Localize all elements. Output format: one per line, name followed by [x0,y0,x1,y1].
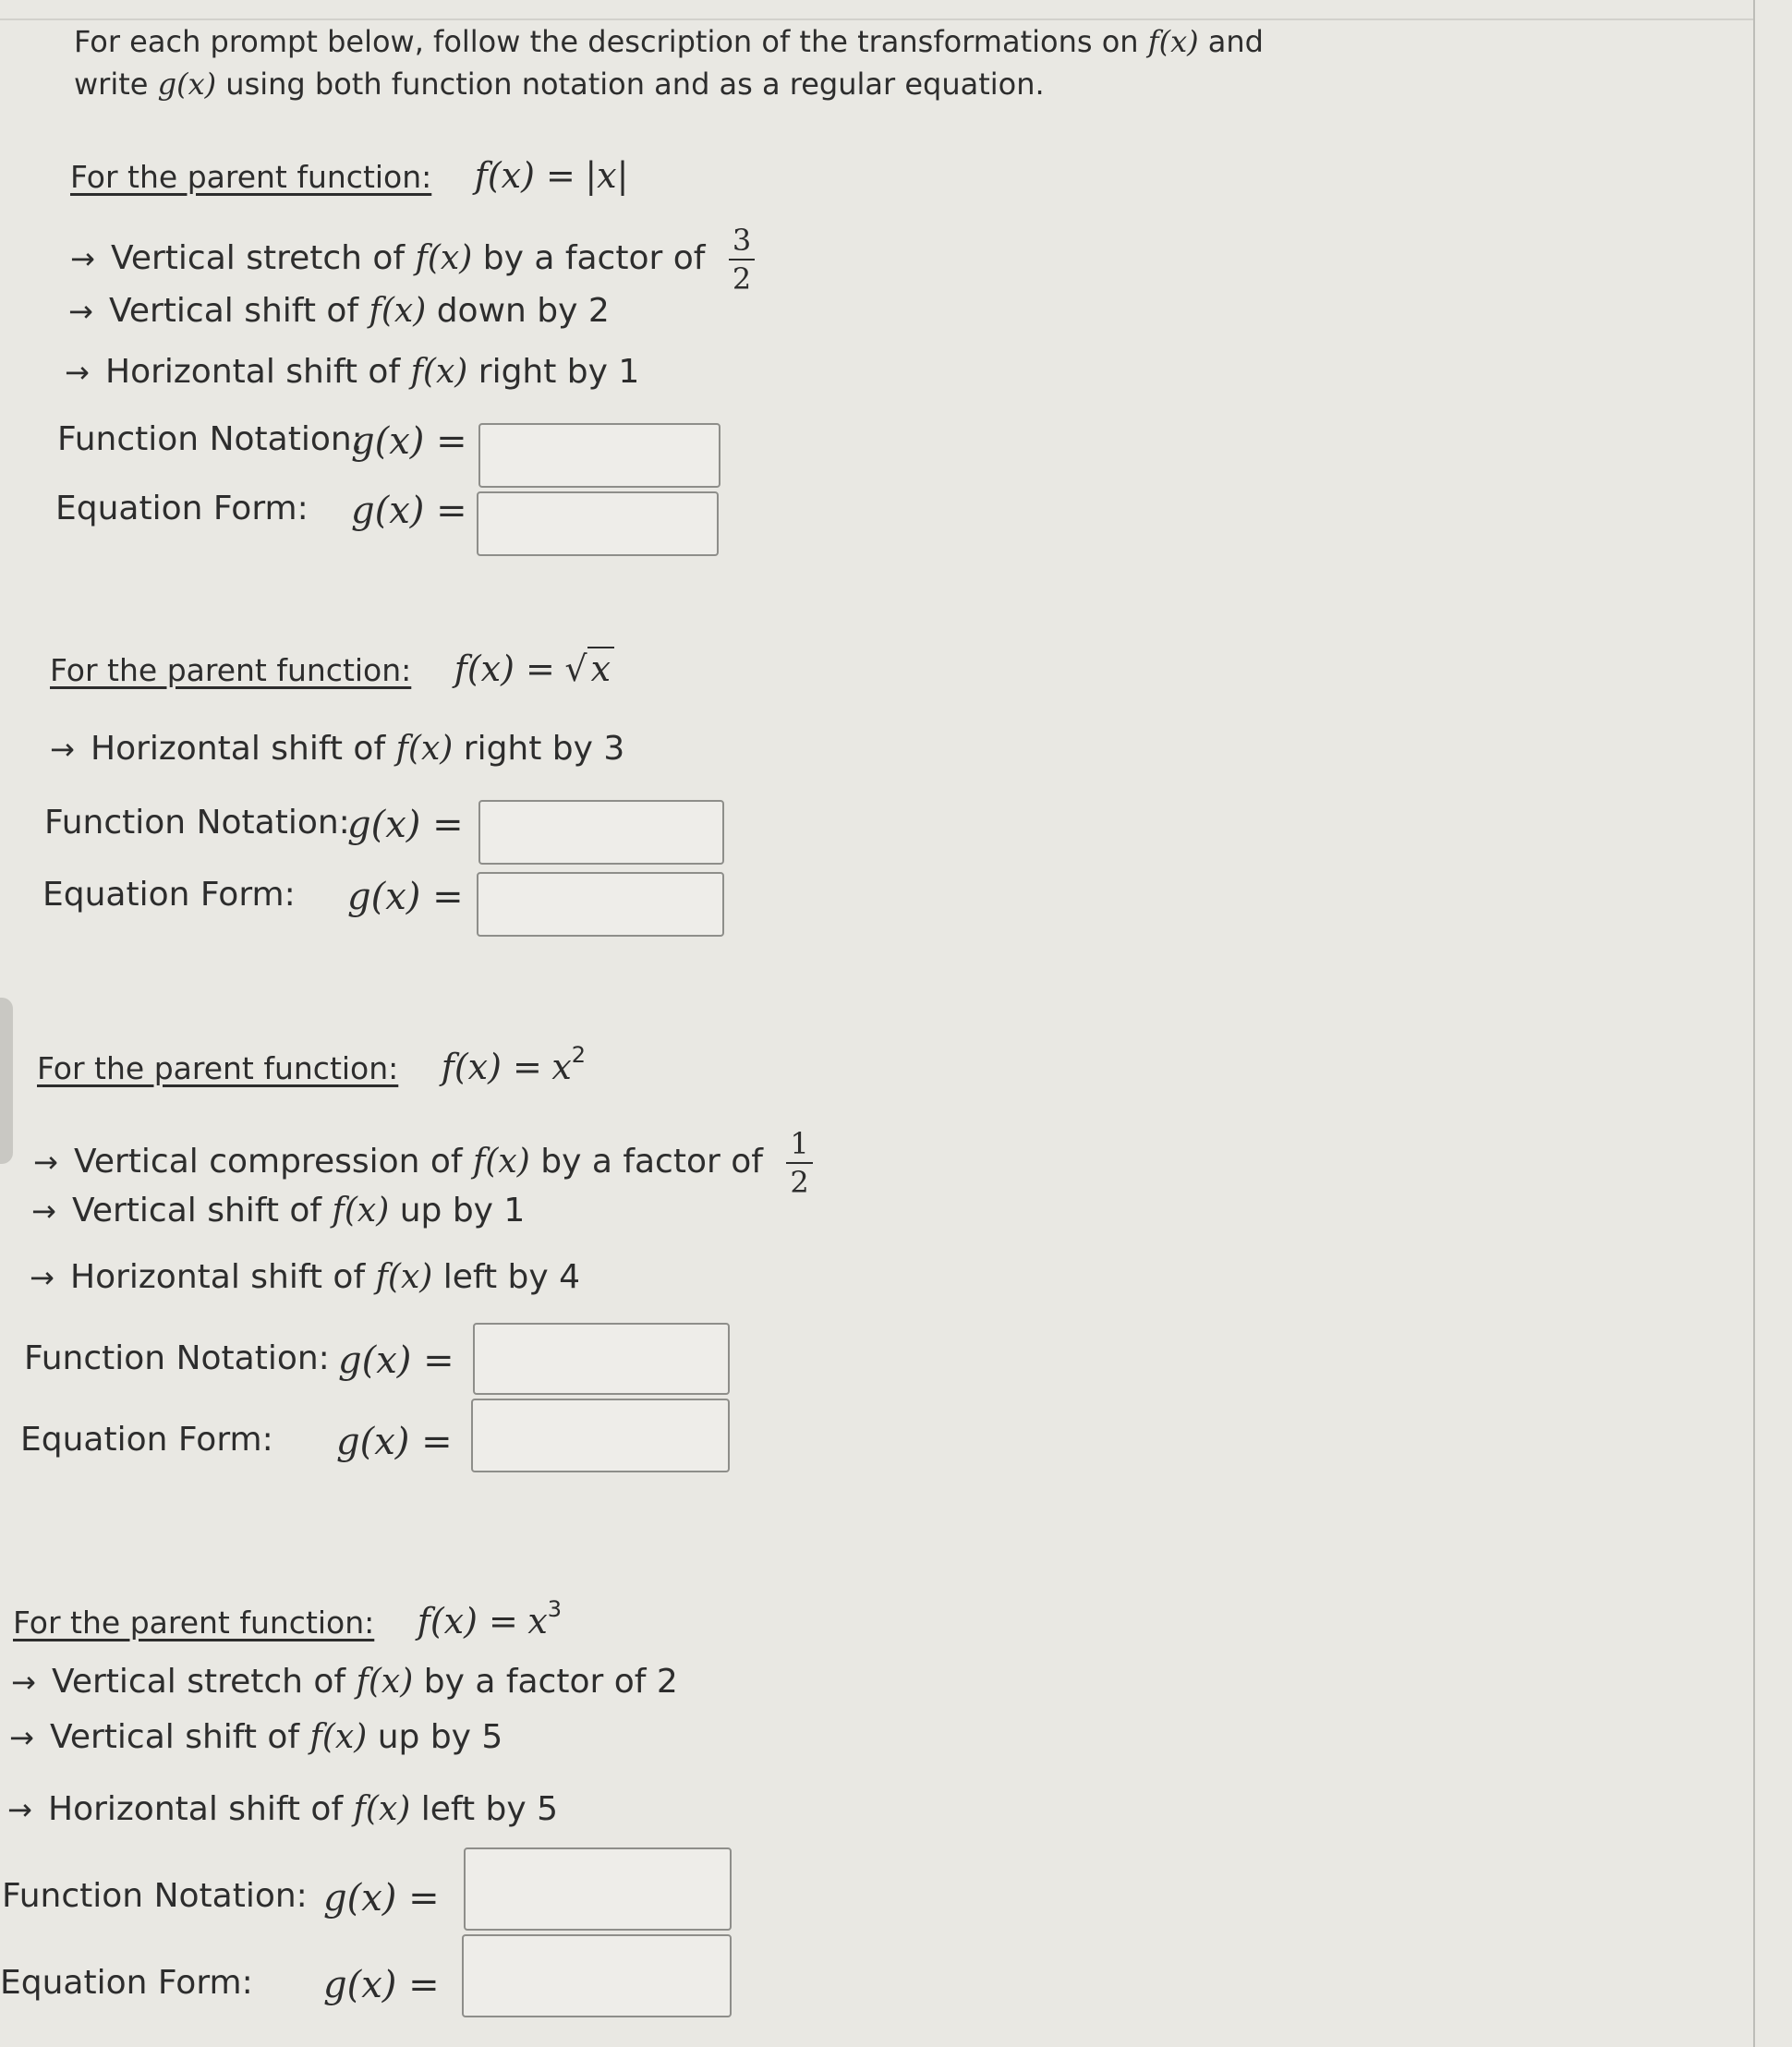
transform-item [65,353,639,391]
parent-function-heading [37,1042,586,1087]
instructions-text: For each prompt below, follow the description of the transformations on [74,24,1139,59]
transform-item [50,730,624,768]
sqrt-expression [564,648,614,689]
transform-math: f(x) [415,239,473,277]
equation-form-input[interactable] [462,1934,732,2017]
equation-form-row [42,876,464,918]
function-notation-row [2,1877,440,1920]
fraction-denominator: 2 [790,1165,809,1200]
parent-function-heading [50,648,614,689]
function-notation-input[interactable] [473,1323,730,1395]
parent-heading-label: For the parent function: [70,159,432,195]
function-notation-label: Function Notation: [57,420,363,458]
fraction [786,1125,812,1201]
equation-form-label: Equation Form: [55,490,309,527]
instructions-text: write [74,67,149,102]
fraction-numerator: 3 [729,222,755,260]
transform-item [9,1718,502,1756]
transform-text: right by 3 [463,730,625,768]
arrow-icon: → [9,1720,34,1755]
gx-label: g(x) = [323,1877,440,1920]
transform-math: f(x) [369,292,427,330]
function-notation-label: Function Notation: [24,1339,330,1377]
transform-text: down by 2 [436,292,610,330]
transform-math: f(x) [410,353,468,391]
equation-form-row [55,490,467,532]
transform-item [31,1192,525,1229]
transform-math: f(x) [332,1192,390,1229]
function-notation-input[interactable] [478,800,724,865]
fraction [729,222,755,297]
parent-function-base: x [551,1047,572,1087]
transform-item [70,222,755,297]
transform-text: by a factor of [482,239,706,277]
transform-text: Vertical shift of [50,1718,300,1756]
gx-label: g(x) = [351,490,467,532]
parent-function-heading [13,1596,562,1641]
equation-form-input[interactable] [477,872,724,937]
transform-text: Vertical compression of [74,1143,463,1181]
equation-form-input[interactable] [471,1399,730,1472]
parent-function-exponent: 2 [571,1042,587,1068]
transform-text: Horizontal shift of [70,1258,366,1296]
transform-text: left by 4 [442,1258,581,1296]
transform-item [33,1125,813,1201]
fraction-denominator: 2 [732,261,752,297]
equation-form-label: Equation Form: [0,1964,253,2002]
function-notation-input[interactable] [478,423,720,488]
arrow-icon: → [70,241,95,276]
function-notation-label: Function Notation: [2,1877,308,1915]
transform-text: Vertical shift of [72,1192,322,1229]
parent-function-lhs: f(x) = [441,1047,542,1087]
equation-form-label: Equation Form: [20,1421,273,1459]
transform-item [7,1790,558,1828]
transform-math: f(x) [473,1143,530,1181]
arrow-icon: → [50,732,75,767]
transform-text: Horizontal shift of [91,730,386,768]
function-notation-label: Function Notation: [44,804,350,842]
parent-function-lhs: f(x) = [474,155,575,196]
gx-label: g(x) = [347,876,464,918]
parent-function-exponent: 3 [547,1596,563,1622]
transform-text: Vertical stretch of [111,239,406,277]
arrow-icon: → [11,1665,36,1700]
fraction-numerator: 1 [786,1125,812,1164]
parent-function-heading [70,155,628,196]
transform-math: f(x) [375,1258,433,1296]
instructions-math: g(x) [157,67,217,102]
transform-item [11,1663,678,1701]
arrow-icon: → [65,355,90,390]
transform-math: f(x) [353,1790,411,1828]
parent-function-lhs: f(x) = [417,1601,518,1641]
sqrt-icon: √ [564,648,587,689]
side-tab [0,998,13,1164]
arrow-icon: → [33,1145,58,1180]
parent-function-base: x [527,1601,548,1641]
function-notation-input[interactable] [464,1847,732,1931]
instructions-text: and [1207,24,1264,59]
arrow-icon: → [7,1792,32,1827]
transform-text: up by 1 [399,1192,526,1229]
parent-heading-label: For the parent function: [13,1605,375,1641]
instructions-math: f(x) [1147,24,1199,59]
function-notation-row [24,1339,454,1382]
arrow-icon: → [30,1260,54,1295]
transform-text: Horizontal shift of [105,353,401,391]
transform-text: right by 1 [478,353,640,391]
transform-text: left by 5 [420,1790,559,1828]
transform-math: f(x) [309,1718,368,1756]
transform-item [30,1258,580,1296]
right-edge-divider [1753,0,1755,2047]
parent-heading-label: For the parent function: [37,1050,399,1086]
parent-function-lhs: f(x) = [454,648,555,689]
equation-form-row [0,1964,440,2006]
equation-form-label: Equation Form: [42,876,296,914]
arrow-icon: → [68,294,93,329]
transform-item [68,292,610,330]
transform-text: Vertical shift of [109,292,359,330]
function-notation-row [44,804,464,846]
gx-label: g(x) = [338,1339,454,1382]
gx-label: g(x) = [336,1421,453,1463]
equation-form-row [20,1421,453,1463]
function-notation-row [57,420,467,463]
transform-text: by a factor of [540,1143,763,1181]
arrow-icon: → [31,1193,56,1229]
transform-math: f(x) [356,1663,414,1701]
transform-text: up by 5 [377,1718,503,1756]
gx-label: g(x) = [347,804,464,846]
parent-heading-label: For the parent function: [50,652,412,688]
transform-text: Vertical stretch of [52,1663,346,1701]
transform-text: by a factor of 2 [423,1663,678,1701]
instructions-text: using both function notation and as a regular equation. [225,67,1045,102]
gx-label: g(x) = [323,1964,440,2006]
radicand: x [587,647,614,689]
equation-form-input[interactable] [477,491,719,556]
instructions [74,20,1302,105]
transform-math: f(x) [395,730,454,768]
transform-text: Horizontal shift of [48,1790,344,1828]
parent-function-rhs: |x| [585,155,629,196]
gx-label: g(x) = [351,420,467,463]
